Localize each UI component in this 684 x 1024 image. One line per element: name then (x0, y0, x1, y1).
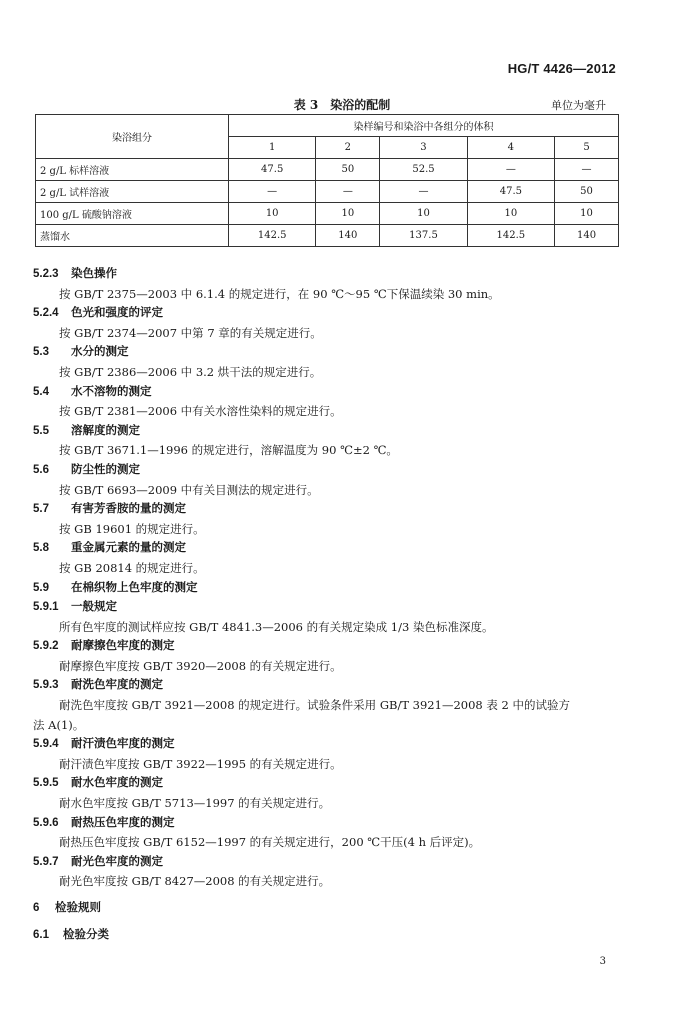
section-heading (33, 461, 633, 481)
section-number: 5.2.3 (33, 268, 59, 280)
cell-value: 50 (316, 159, 380, 181)
section-number: 5.9.1 (33, 601, 59, 614)
section-number: 5.9.4 (33, 738, 59, 751)
section-number: 5.3 (33, 346, 49, 359)
section-text: 耐水色牢度按 GB/T 5713—1997 的有关规定进行。 (59, 796, 331, 811)
section-heading (33, 304, 633, 324)
cell-value: 52.5 (380, 159, 467, 181)
section-heading (33, 265, 633, 285)
section-number: 5.9.5 (33, 777, 59, 790)
sample-number: 3 (380, 137, 467, 159)
section-heading (33, 500, 633, 520)
cell-value: 10 (316, 203, 380, 225)
section-text: 按 GB 20814 的规定进行。 (59, 560, 205, 575)
section-number: 5.7 (33, 503, 49, 516)
section-heading (33, 735, 633, 755)
section-heading (33, 422, 633, 442)
cell-value: 10 (380, 203, 467, 225)
row-label: 100 g/L 硫酸钠溶液 (36, 203, 229, 225)
table-row (36, 203, 619, 225)
cell-value: 142.5 (229, 225, 316, 247)
row-label: 2 g/L 标样溶液 (36, 159, 229, 181)
section-number: 5.9 (33, 581, 49, 594)
cell-value: 47.5 (229, 159, 316, 181)
section-title: 耐摩擦色牢度的测定 (71, 640, 175, 653)
section-title: 重金属元素的量的测定 (71, 542, 186, 555)
cell-value: 10 (555, 203, 619, 225)
dye-bath-table (35, 114, 619, 247)
section-number: 5.6 (33, 463, 49, 476)
sample-number: 1 (229, 137, 316, 159)
section-title: 耐光色牢度的测定 (71, 855, 163, 868)
section-heading (33, 676, 633, 696)
section-title: 检验分类 (63, 928, 109, 941)
section-number: 5.8 (33, 542, 49, 555)
cell-value: 10 (229, 203, 316, 225)
chapter-title: 检验规则 (55, 902, 101, 914)
cell-value: — (380, 181, 467, 203)
section-title: 耐水色牢度的测定 (71, 777, 163, 790)
section-heading (33, 539, 633, 559)
section-title: 一般规定 (71, 601, 117, 614)
section-number: 5.9.6 (33, 816, 59, 829)
section-text: 所有色牢度的测试样应按 GB/T 4841.3—2006 的有关规定染成 1/3 染色标准深度。 (59, 619, 494, 634)
section-title: 有害芳香胺的量的测定 (71, 503, 186, 516)
chapter-number: 6 (33, 902, 40, 914)
col-span-header: 染样编号和染浴中各组分的体积 (229, 115, 619, 137)
section-heading (33, 383, 633, 403)
cell-value: 10 (467, 203, 554, 225)
table-caption-number: 表 3 (293, 98, 319, 112)
sample-number: 2 (316, 137, 380, 159)
section-number: 5.2.4 (33, 307, 59, 320)
section-text: 按 GB/T 2386—2006 中 3.2 烘干法的规定进行。 (59, 364, 322, 379)
cell-value: 140 (316, 225, 380, 247)
cell-value: 137.5 (380, 225, 467, 247)
col-group-header: 染浴组分 (36, 115, 229, 159)
section-heading (33, 343, 633, 363)
section-text: 耐洗色牢度按 GB/T 3921—2008 的规定进行。试验条件采用 GB/T 3921—2008 表 2 中的试验方 (59, 698, 570, 713)
section-number: 5.4 (33, 385, 49, 398)
cell-value: — (467, 159, 554, 181)
section-number: 5.9.7 (33, 855, 59, 868)
section-title: 色光和强度的评定 (71, 307, 163, 320)
section-title: 水分的测定 (71, 346, 129, 359)
section-title: 耐热压色牢度的测定 (71, 816, 175, 829)
section-title: 耐洗色牢度的测定 (71, 679, 163, 692)
section-heading (33, 774, 633, 794)
section-text: 耐光色牢度按 GB/T 8427—2008 的有关规定进行。 (59, 874, 331, 889)
row-label: 2 g/L 试样溶液 (36, 181, 229, 203)
section-title: 在棉织物上色牢度的测定 (71, 581, 198, 594)
section-text: 按 GB/T 6693—2009 中有关目测法的规定进行。 (59, 482, 319, 497)
section-title: 染色操作 (71, 268, 117, 280)
section-number: 5.9.3 (33, 679, 59, 692)
section-text: 按 GB/T 3671.1—1996 的规定进行，溶解温度为 90 ℃±2 ℃。 (59, 443, 398, 458)
page-number: 3 (599, 956, 606, 967)
cell-value: 140 (555, 225, 619, 247)
sample-number: 4 (467, 137, 554, 159)
cell-value: — (555, 159, 619, 181)
section-text: 按 GB/T 2381—2006 中有关水溶性染料的规定进行。 (59, 404, 342, 419)
section-heading (33, 853, 633, 873)
section-title: 防尘性的测定 (71, 463, 140, 476)
table-unit: 单位为毫升 (551, 99, 606, 112)
table-header-row (36, 115, 619, 137)
section-heading (33, 598, 633, 618)
section-number: 5.5 (33, 424, 49, 437)
section-text: 按 GB/T 2374—2007 中第 7 章的有关规定进行。 (59, 325, 322, 340)
document-body (33, 265, 633, 945)
table-row (36, 225, 619, 247)
section-text: 按 GB/T 2375—2003 中 6.1.4 的规定进行，在 90 ℃～95 ℃下保温续染 30 min。 (59, 286, 500, 301)
table-row (36, 181, 619, 203)
section-heading (33, 579, 633, 599)
table-caption-title: 染浴的配制 (330, 98, 391, 112)
cell-value: — (316, 181, 380, 203)
section-heading (33, 637, 633, 657)
row-label: 蒸馏水 (36, 225, 229, 247)
sample-number: 5 (555, 137, 619, 159)
section-text: 耐热压色牢度按 GB/T 6152—1997 的有关规定进行，200 ℃干压(4 h 后评定)。 (59, 835, 481, 850)
section-text-continuation: 法 A(1)。 (33, 717, 85, 732)
cell-value: — (229, 181, 316, 203)
chapter-heading (33, 899, 633, 919)
cell-value: 47.5 (467, 181, 554, 203)
cell-value: 142.5 (467, 225, 554, 247)
table-row (36, 159, 619, 181)
section-text: 耐汗渍色牢度按 GB/T 3922—1995 的有关规定进行。 (59, 756, 342, 771)
section-text: 耐摩擦色牢度按 GB/T 3920—2008 的有关规定进行。 (59, 658, 342, 673)
section-heading (33, 814, 633, 834)
section-title: 溶解度的测定 (71, 424, 140, 437)
cell-value: 50 (555, 181, 619, 203)
section-number: 6.1 (33, 928, 49, 941)
section-text: 按 GB 19601 的规定进行。 (59, 521, 205, 536)
section-number: 5.9.2 (33, 640, 59, 653)
section-title: 耐汗渍色牢度的测定 (71, 738, 175, 751)
section-title: 水不溶物的测定 (71, 385, 152, 398)
section-heading (33, 926, 633, 946)
standard-code: HG/T 4426—2012 (507, 61, 616, 76)
